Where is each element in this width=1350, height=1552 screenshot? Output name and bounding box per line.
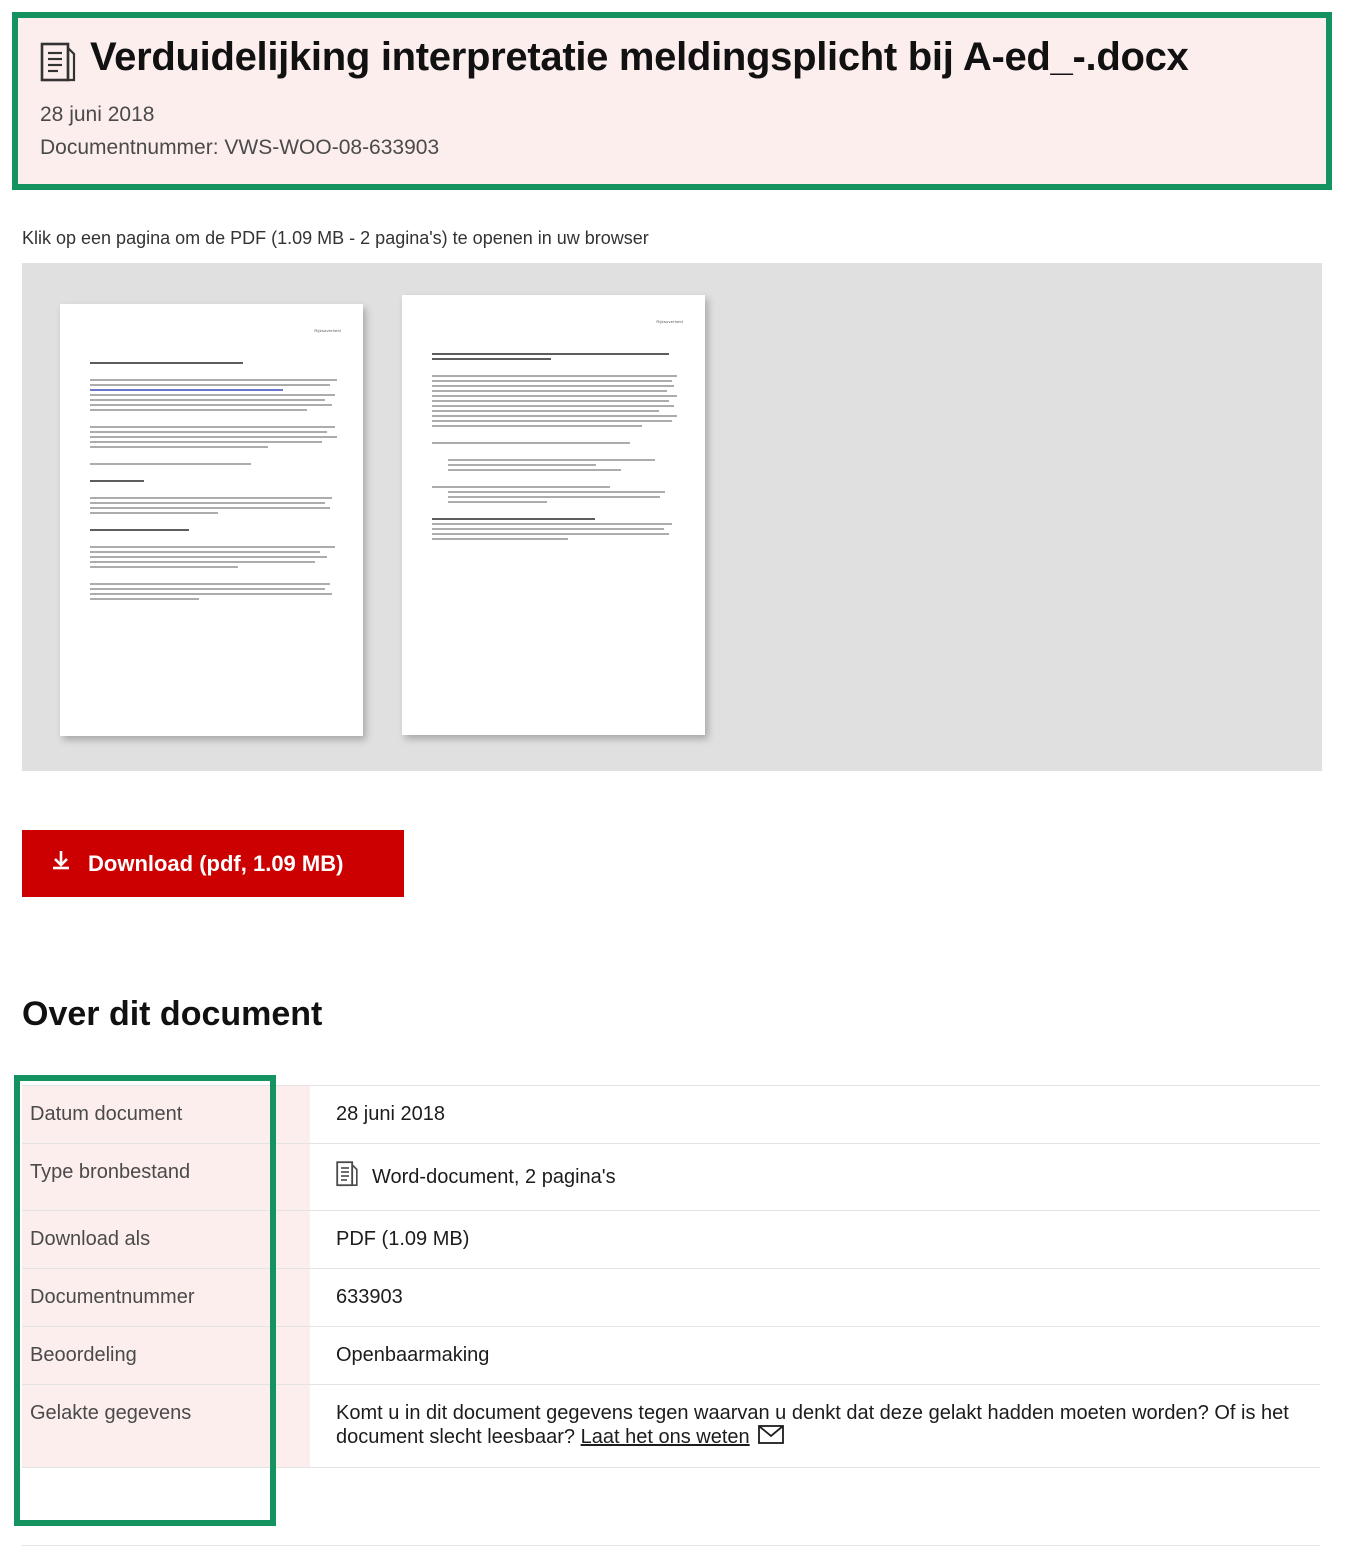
thumbnail-text (90, 362, 337, 603)
table-row (22, 1211, 1320, 1269)
document-header (40, 36, 1308, 160)
meta-value-gelakte-gegevens (310, 1385, 1320, 1468)
table-row (22, 1144, 1320, 1211)
meta-key-download-als: Download als (22, 1211, 310, 1269)
meta-value-documentnummer: 633903 (310, 1269, 1320, 1327)
table-row (22, 1385, 1320, 1468)
feedback-text: Komt u in dit document gegevens tegen waarvan u denkt dat deze gelakt hadden moeten worden? Of is het document slecht leesbaar? (336, 1402, 1289, 1448)
document-metadata-table (22, 1085, 1320, 1468)
bottom-divider (22, 1545, 1320, 1546)
document-icon (40, 42, 76, 89)
thumbnail-logo: Rijksoverheid (314, 328, 341, 333)
feedback-link[interactable]: Laat het ons weten (580, 1426, 750, 1448)
envelope-icon[interactable] (758, 1425, 784, 1450)
meta-key-documentnummer: Documentnummer (22, 1269, 310, 1327)
meta-value-text: Word-document, 2 pagina's (372, 1165, 616, 1188)
download-button-label: Download (pdf, 1.09 MB) (88, 850, 344, 876)
document-icon (336, 1161, 358, 1193)
meta-key-gelakte-gegevens: Gelakte gegevens (22, 1385, 310, 1468)
meta-value-beoordeling: Openbaarmaking (310, 1327, 1320, 1385)
about-section-title: Over dit document (22, 995, 323, 1033)
meta-key-datum-document: Datum document (22, 1086, 310, 1144)
download-button[interactable] (22, 830, 404, 897)
download-icon (48, 848, 74, 880)
document-date: 28 juni 2018 (40, 103, 155, 126)
preview-note: Klik op een pagina om de PDF (1.09 MB - 2 pagina's) te openen in uw browser (22, 228, 649, 248)
page-thumbnail-1[interactable] (60, 304, 363, 736)
meta-value-datum-document: 28 juni 2018 (310, 1086, 1320, 1144)
meta-value-download-als: PDF (1.09 MB) (310, 1211, 1320, 1269)
page-title: Verduidelijking interpretatie meldingsplicht bij A-ed_-.docx (90, 35, 1189, 79)
thumbnail-logo: Rijksoverheid (656, 319, 683, 324)
table-row (22, 1327, 1320, 1385)
preview-pane (22, 263, 1322, 771)
document-number: Documentnummer: VWS-WOO-08-633903 (40, 136, 440, 159)
table-row (22, 1269, 1320, 1327)
meta-key-type-bronbestand: Type bronbestand (22, 1144, 310, 1211)
table-row (22, 1086, 1320, 1144)
thumbnail-text (432, 353, 679, 543)
document-header-highlight (12, 12, 1332, 190)
meta-key-beoordeling: Beoordeling (22, 1327, 310, 1385)
meta-value-type-bronbestand (310, 1144, 1320, 1211)
page-thumbnail-2[interactable] (402, 295, 705, 735)
